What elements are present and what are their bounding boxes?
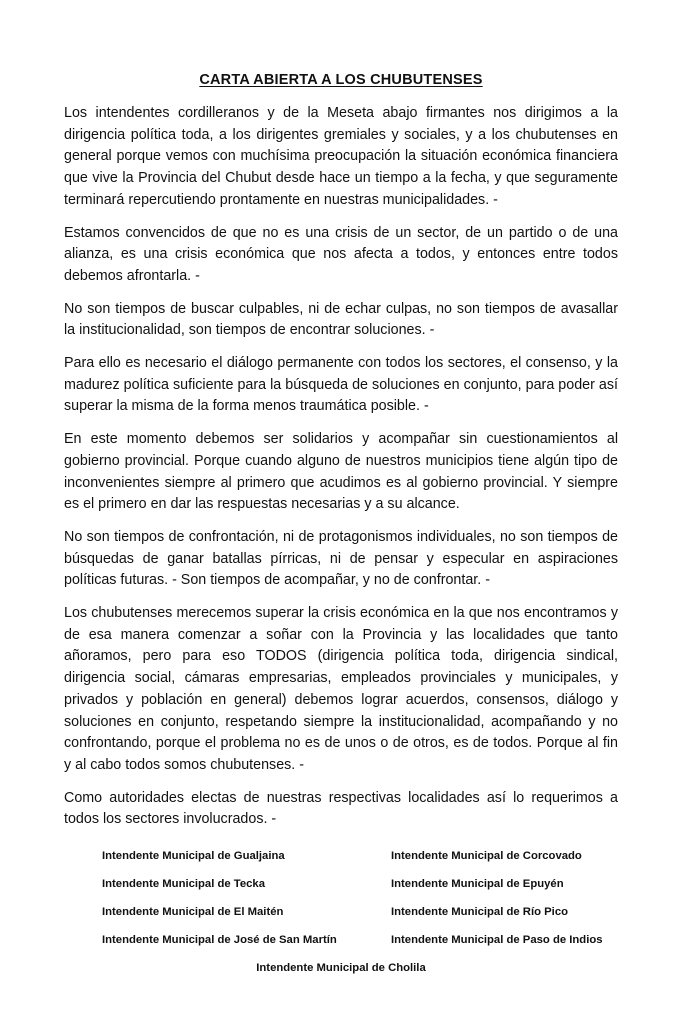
paragraph: Como autoridades electas de nuestras respectivas localidades así lo requerimos a todos los sectores involucrados. - [64,789,618,828]
paragraph: Los intendentes cordilleranos y de la Meseta abajo firmantes nos dirigimos a la dirigencia política toda, a los dirigentes gremiales y sociales, y a los chubutenses en general porque vemos con muchísima preocupación la situación económica financiera que vive la Provincia del Chubut desde hace un tiempo a la fecha, y que seguramente terminará repercutiendo prontamente en nuestras municipalidades. - [64,105,618,208]
signatory-jose-de-san-martin: Intendente Municipal de José de San Martín [102,934,337,946]
paragraph: No son tiempos de buscar culpables, ni de echar culpas, no son tiempos de avasallar la institucionalidad, son tiempos de encontrar soluciones. - [64,300,618,339]
signatory-paso-de-indios: Intendente Municipal de Paso de Indios [391,934,603,946]
signatory-gualjaina: Intendente Municipal de Gualjaina [102,850,285,862]
signatory-el-maiten: Intendente Municipal de El Maitén [102,906,284,918]
signatory-cholila: Intendente Municipal de Cholila [256,962,426,974]
paragraph: En este momento debemos ser solidarios y acompañar sin cuestionamientos al gobierno provincial. Porque cuando alguno de nuestros municipios tiene algún tipo de inconvenientes siempre al primero que acudimos es al gobierno provincial. Y siempre es el primero en dar las respuestas necesarias y a su alcance. [64,431,618,513]
letter-body [64,103,618,842]
paragraph: Los chubutenses merecemos superar la crisis económica en la que nos encontramos y de esa manera comenzar a soñar con la Provincia y las localidades que tanto añoramos, pero para eso TODOS (dirigencia política toda, dirigencia sindical, dirigencia social, cámaras empresarias, empleados provinciales y municipales, y privados y población en general) debemos lograr acuerdos, consensos, diálogo y soluciones en conjunto, respetando siempre la institucionalidad, acompañando y no confrontando, porque el problema no es de unos o de otros, es de todos. Porque al fin y al cabo todos somos chubutenses. - [64,605,618,773]
paragraph: Estamos convencidos de que no es una crisis de un sector, de un partido o de una alianza, es una crisis económica que nos afecta a todos, y entonces entre todos debemos afrontarla. - [64,224,618,284]
signatory-epuyen: Intendente Municipal de Epuyén [391,878,564,890]
paragraph: No son tiempos de confrontación, ni de protagonismos individuales, no son tiempos de búsquedas de ganar batallas pírricas, ni de pensar y especular en aspiraciones políticas futuras. - Son tiempos de acompañar, y no de confrontar. - [64,528,618,589]
signatory-rio-pico: Intendente Municipal de Río Pico [391,906,568,918]
letter-title: CARTA ABIERTA A LOS CHUBUTENSES [199,72,483,88]
signatory-tecka: Intendente Municipal de Tecka [102,878,265,890]
signatory-corcovado: Intendente Municipal de Corcovado [391,850,582,862]
paragraph: Para ello es necesario el diálogo permanente con todos los sectores, el consenso, y la madurez política suficiente para la búsqueda de soluciones en conjunto, para poder así superar la misma de la forma menos traumática posible. - [64,355,618,415]
